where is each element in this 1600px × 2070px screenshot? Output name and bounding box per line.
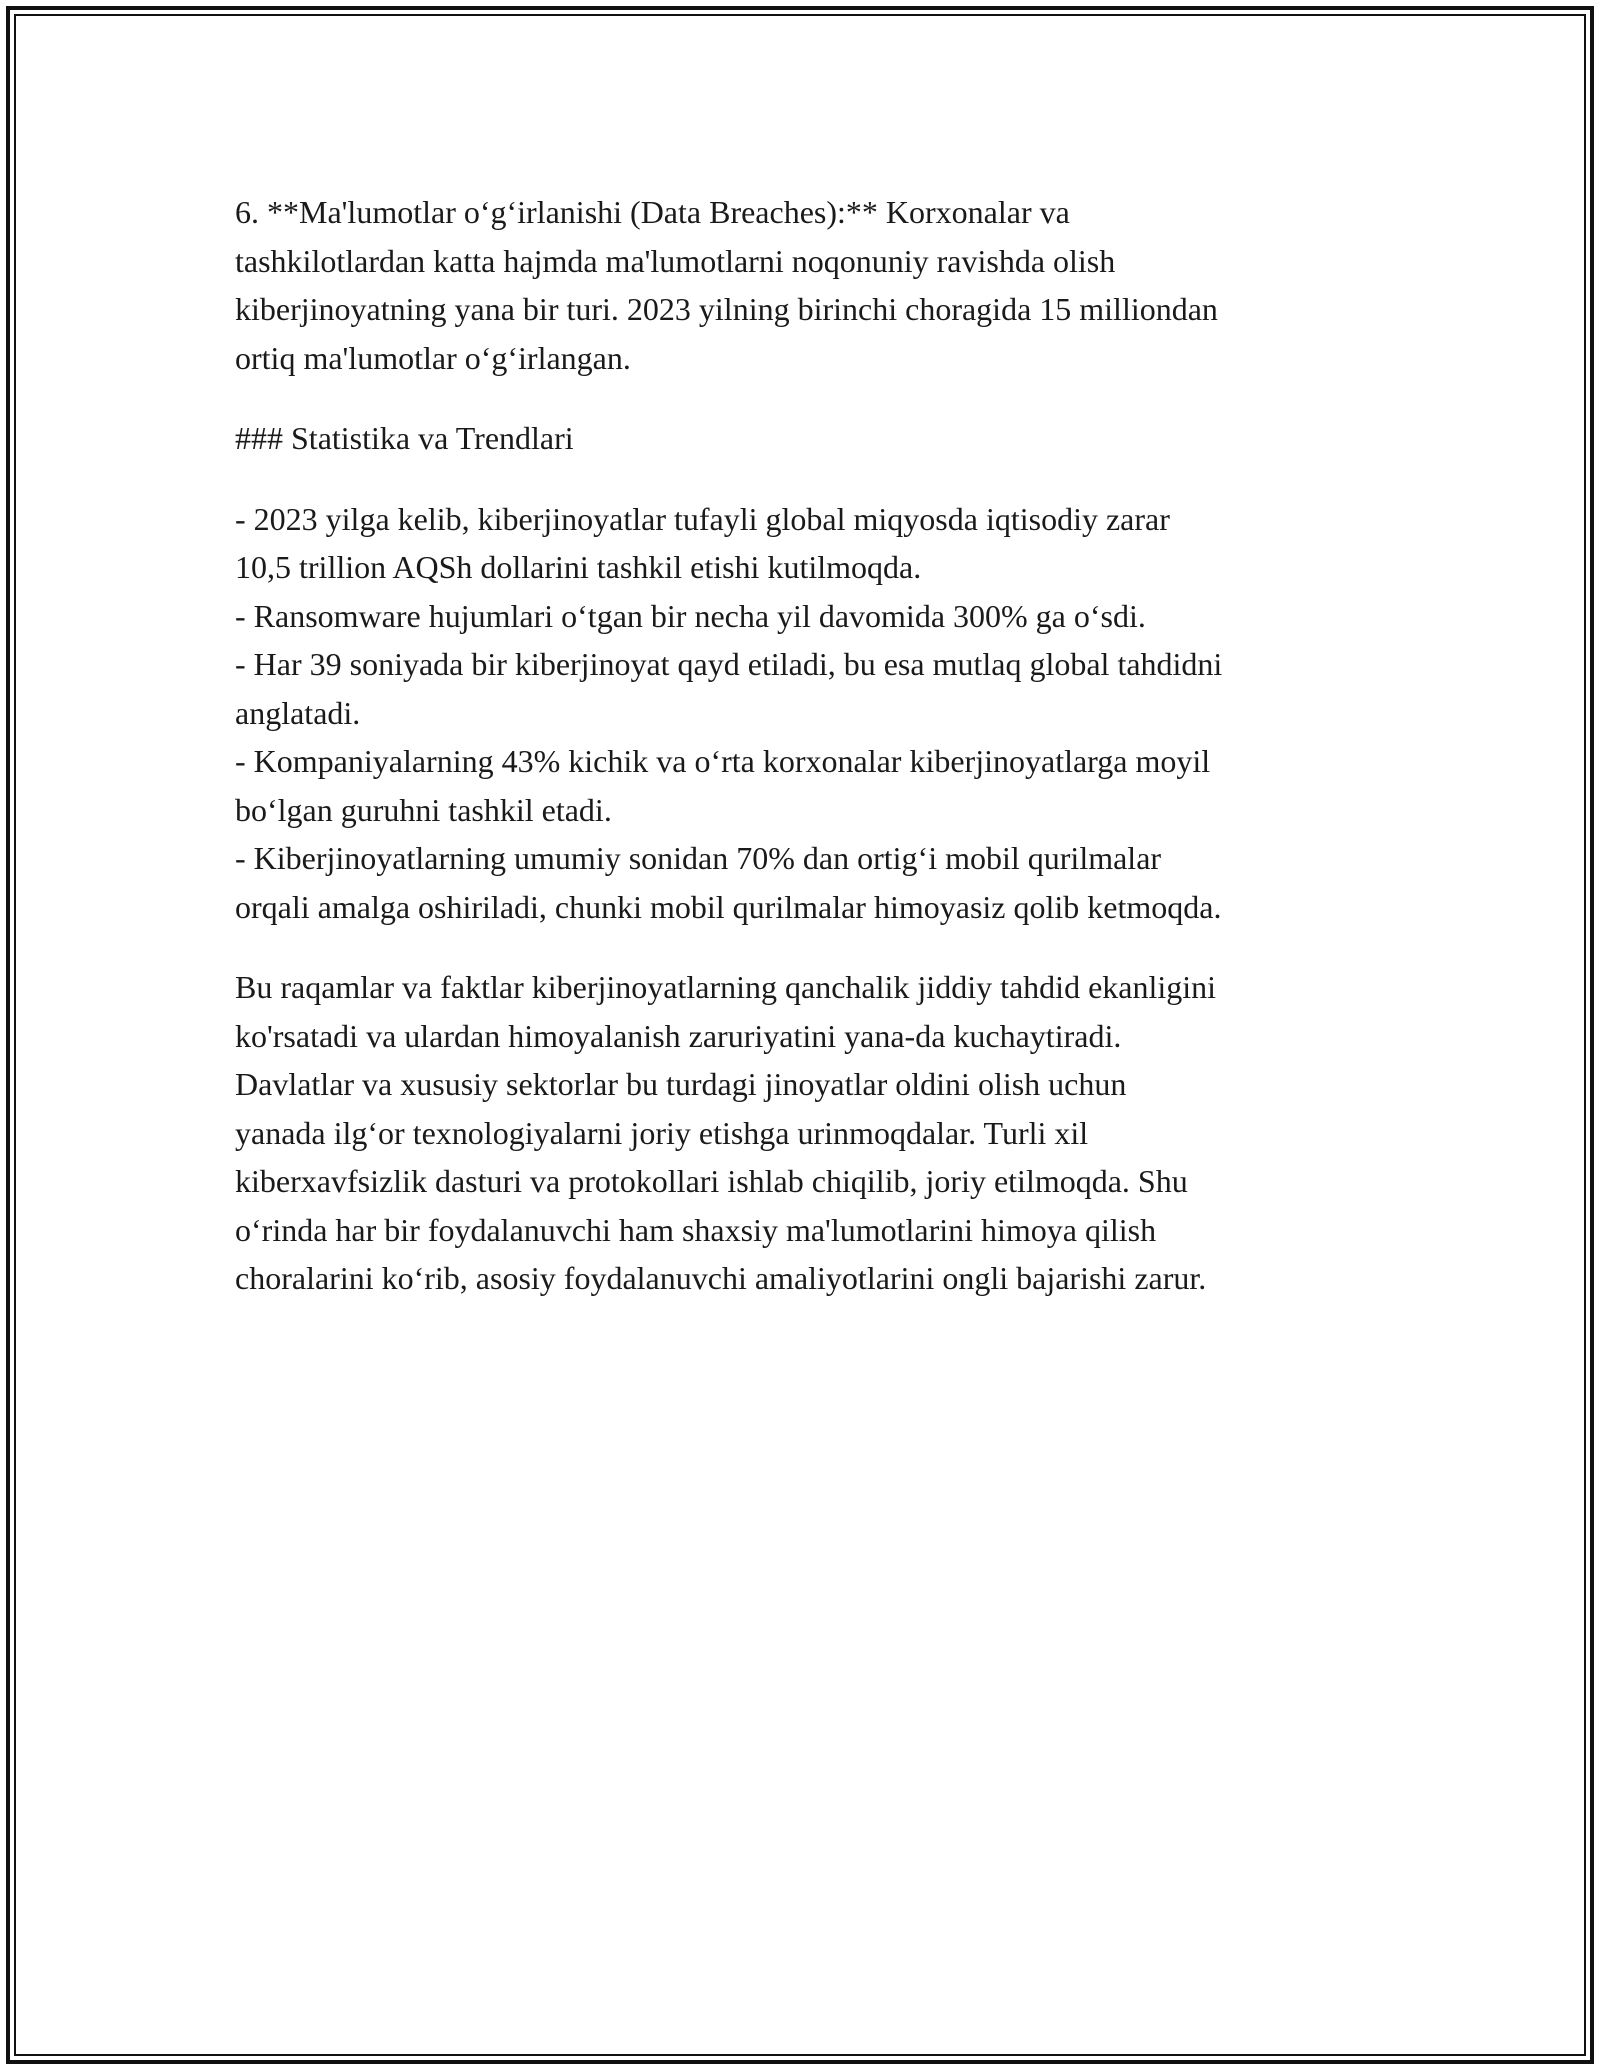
list-item	[235, 834, 1385, 931]
text-line: 6. **Ma'lumotlar o‘g‘irlanishi (Data Breaches):** Korxonalar va	[235, 194, 1070, 230]
list-item	[235, 592, 1385, 641]
list-item	[235, 495, 1385, 592]
text-line: - Har 39 soniyada bir kiberjinoyat qayd etiladi, bu esa mutlaq global tahdidni	[235, 646, 1223, 682]
intro-paragraph	[235, 188, 1385, 382]
text-line: 10,5 trillion AQSh dollarini tashkil etishi kutilmoqda.	[235, 549, 922, 585]
text-line: Davlatlar va xususiy sektorlar bu turdagi jinoyatlar oldini olish uchun	[235, 1066, 1127, 1102]
document-body	[235, 188, 1385, 1303]
text-line: orqali amalga oshiriladi, chunki mobil qurilmalar himoyasiz qolib ketmoqda.	[235, 888, 1222, 925]
list-item	[235, 640, 1385, 737]
text-line: - Ransomware hujumlari o‘tgan bir necha yil davomida 300% ga o‘sdi.	[235, 597, 1146, 634]
text-line: - 2023 yilga kelib, kiberjinoyatlar tufayli global miqyosda iqtisodiy zarar	[235, 500, 1170, 537]
text-line: - Kompaniyalarning 43% kichik va o‘rta korxonalar kiberjinoyatlarga moyil	[235, 743, 1211, 779]
section-heading: ### Statistika va Trendlari	[235, 420, 574, 456]
text-line: bo‘lgan guruhni tashkil etadi.	[235, 791, 612, 828]
text-line: kiberjinoyatning yana bir turi. 2023 yilning birinchi choragida 15 milliondan	[235, 291, 1218, 327]
conclusion-paragraph	[235, 963, 1385, 1303]
text-line: - Kiberjinoyatlarning umumiy sonidan 70% dan ortig‘i mobil qurilmalar	[235, 840, 1162, 876]
text-line: kiberxavfsizlik dasturi va protokollari ishlab chiqilib, joriy etilmoqda. Shu	[235, 1163, 1188, 1199]
list-item	[235, 737, 1385, 834]
text-line: choralarini ko‘rib, asosiy foydalanuvchi amaliyotlarini ongli bajarishi zarur.	[235, 1260, 1207, 1296]
text-line: o‘rinda har bir foydalanuvchi ham shaxsiy ma'lumotlarini himoya qilish	[235, 1211, 1157, 1248]
text-line: Bu raqamlar va faktlar kiberjinoyatlarning qanchalik jiddiy tahdid ekanligini	[235, 969, 1217, 1005]
text-line: ko'rsatadi va ulardan himoyalanish zaruriyatini yana-da kuchaytiradi.	[235, 1017, 1122, 1054]
statistics-list	[235, 495, 1385, 932]
text-line: ortiq ma'lumotlar o‘g‘irlangan.	[235, 339, 631, 376]
text-line: anglatadi.	[235, 694, 361, 731]
text-line: tashkilotlardan katta hajmda ma'lumotlarni noqonuniy ravishda olish	[235, 242, 1116, 279]
text-line: yanada ilg‘or texnologiyalarni joriy etishga urinmoqdalar. Turli xil	[235, 1114, 1089, 1151]
